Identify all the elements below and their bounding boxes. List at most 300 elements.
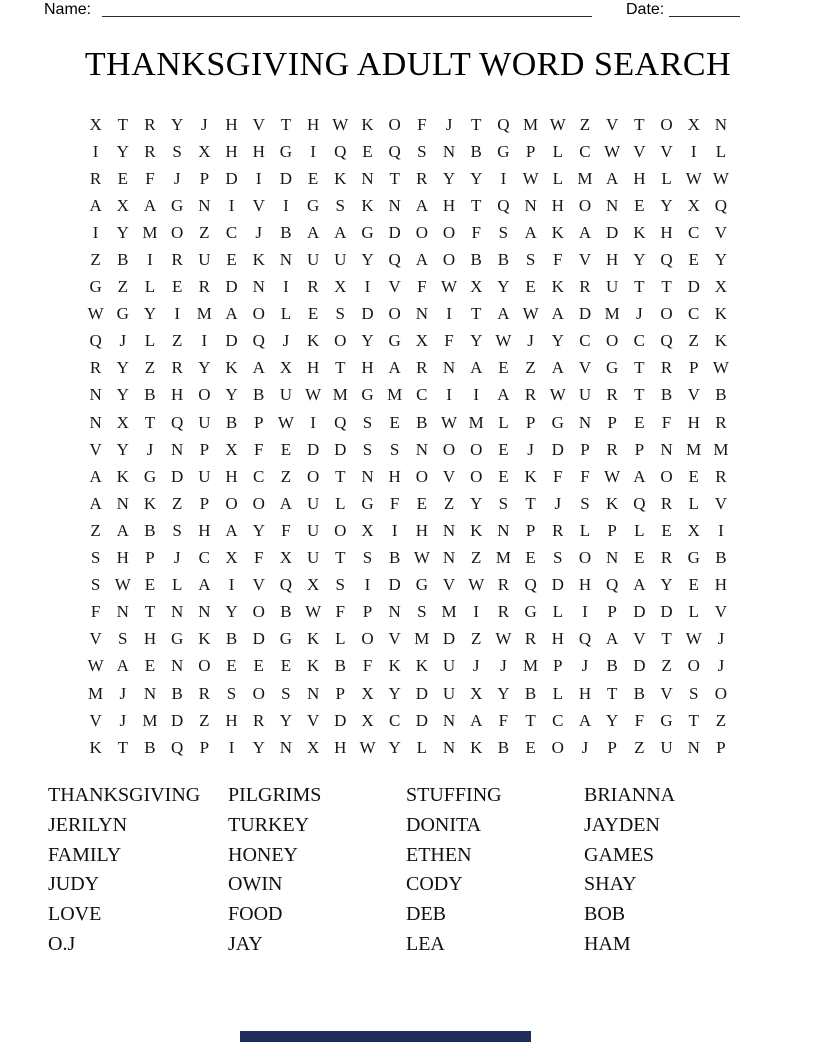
grid-letter: G [388, 331, 401, 351]
grid-letter: W [305, 385, 322, 405]
grid-letter: F [145, 168, 155, 188]
grid-letter: V [633, 629, 646, 649]
grid-letter: T [525, 493, 536, 513]
grid-letter: R [497, 602, 510, 622]
name-label: Name: [44, 1, 92, 18]
grid-letter: V [252, 114, 265, 134]
grid-letter: Z [199, 710, 210, 730]
grid-letter: L [552, 168, 563, 188]
grid-letter: Z [171, 331, 183, 351]
grid-letter: Y [660, 195, 673, 215]
grid-letter: A [551, 304, 564, 324]
grid-letter: A [116, 656, 129, 676]
grid-letter: N [89, 385, 102, 405]
grid-letter: T [661, 277, 672, 297]
grid-letter: P [253, 412, 264, 432]
grid-letter: F [253, 439, 264, 459]
grid-letter: W [712, 168, 729, 188]
grid-letter: Y [388, 737, 401, 757]
grid-letter: A [116, 520, 129, 540]
word-list-item: BRIANNA [584, 784, 676, 806]
grid-letter: J [173, 548, 181, 568]
word-list-item: PILGRIMS [228, 784, 322, 806]
grid-letter: Z [471, 548, 482, 568]
grid-letter: U [660, 737, 673, 757]
grid-letter: D [633, 602, 646, 622]
grid-letter: S [498, 222, 509, 242]
grid-letter: F [253, 548, 264, 568]
grid-letter: A [306, 222, 320, 242]
grid-letter: R [606, 385, 618, 405]
grid-letter: O [225, 493, 238, 513]
grid-letter: D [225, 331, 238, 351]
grid-letter: D [687, 277, 700, 297]
grid-letter: Y [551, 331, 564, 351]
grid-letter: Y [470, 493, 483, 513]
grid-letter: I [473, 602, 480, 622]
grid-letter: F [661, 412, 672, 432]
grid-letter: N [279, 250, 293, 270]
grid-letter: F [553, 466, 563, 486]
grid-letter: A [225, 304, 238, 324]
grid-letter: J [527, 439, 534, 459]
grid-letter: N [198, 195, 211, 215]
grid-letter: Y [116, 385, 129, 405]
grid-letter: R [89, 358, 102, 378]
grid-letter: H [198, 520, 211, 540]
grid-letter: L [688, 493, 699, 513]
grid-letter: H [306, 358, 320, 378]
grid-letter: N [171, 602, 184, 622]
word-list-item: JUDY [48, 873, 100, 896]
grid-letter: E [634, 195, 645, 215]
grid-letter: Z [90, 250, 101, 270]
grid-letter: G [89, 277, 102, 297]
grid-letter: N [89, 412, 102, 432]
grid-letter: J [119, 710, 127, 730]
grid-letter: O [442, 250, 456, 270]
grid-letter: Y [225, 385, 238, 405]
grid-letter: T [144, 412, 156, 432]
grid-letter: G [361, 385, 374, 405]
grid-letter: E [307, 168, 319, 188]
letter-grid [82, 111, 735, 761]
grid-letter: Q [334, 412, 347, 432]
grid-letter: K [116, 466, 129, 486]
grid-letter: I [690, 141, 697, 161]
grid-letter: K [306, 629, 320, 649]
grid-letter: A [470, 358, 483, 378]
grid-letter: X [306, 737, 320, 757]
grid-letter: A [334, 222, 347, 242]
grid-letter: E [362, 141, 373, 161]
grid-letter: A [252, 358, 265, 378]
grid-letter: I [283, 195, 289, 215]
grid-letter: E [253, 656, 264, 676]
grid-letter: T [688, 710, 699, 730]
grid-letter: B [470, 250, 482, 270]
grid-letter: H [252, 141, 265, 161]
grid-letter: V [578, 250, 592, 270]
grid-letter: Q [660, 331, 673, 351]
grid-letter: H [171, 385, 184, 405]
grid-letter: R [606, 439, 618, 459]
grid-letter: C [579, 331, 591, 351]
grid-letter: A [225, 520, 238, 540]
grid-letter: N [415, 439, 428, 459]
grid-letter: D [606, 222, 619, 242]
grid-letter: K [714, 304, 728, 324]
grid-letter: Z [688, 331, 699, 351]
grid-letter: W [495, 629, 512, 649]
grid-letter: Z [661, 656, 672, 676]
grid-letter: I [446, 385, 452, 405]
grid-letter: E [144, 575, 156, 595]
grid-letter: B [334, 656, 346, 676]
grid-letter: T [144, 602, 156, 622]
grid-letter: J [472, 656, 480, 676]
grid-letter: B [606, 656, 618, 676]
grid-letter: I [283, 277, 289, 297]
grid-letter: S [362, 548, 373, 568]
grid-letter: U [279, 385, 293, 405]
grid-letter: E [226, 656, 237, 676]
grid-letter: T [634, 385, 645, 405]
grid-letter: I [228, 737, 235, 757]
grid-letter: V [714, 222, 728, 242]
grid-letter: T [335, 548, 346, 568]
grid-letter: R [660, 358, 673, 378]
grid-letter: J [282, 331, 290, 351]
grid-letter: G [524, 602, 537, 622]
grid-letter: E [498, 439, 509, 459]
grid-letter: W [549, 385, 566, 405]
grid-letter: Q [171, 737, 184, 757]
grid-letter: L [416, 737, 428, 757]
grid-letter: I [92, 222, 99, 242]
grid-letter: O [415, 466, 428, 486]
grid-letter: Y [252, 737, 265, 757]
grid-letter: V [442, 575, 456, 595]
grid-letter: O [252, 304, 265, 324]
grid-letter: A [633, 575, 646, 595]
grid-letter: N [171, 656, 184, 676]
grid-letter: B [497, 737, 510, 757]
word-list-item: JAYDEN [584, 813, 660, 836]
grid-letter: M [713, 439, 729, 459]
grid-letter: V [252, 195, 265, 215]
grid-letter: L [498, 412, 509, 432]
grid-letter: D [334, 439, 347, 459]
grid-letter: H [578, 683, 592, 703]
grid-letter: Y [116, 222, 129, 242]
grid-letter: P [580, 439, 590, 459]
grid-letter: K [415, 656, 428, 676]
grid-letter: G [361, 222, 374, 242]
grid-letter: I [201, 331, 208, 351]
grid-letter: A [388, 358, 401, 378]
grid-letter: G [361, 493, 374, 513]
grid-letter: Z [144, 358, 156, 378]
grid-letter: E [525, 737, 536, 757]
grid-letter: E [498, 466, 509, 486]
grid-letter: J [554, 493, 562, 513]
grid-letter: U [306, 548, 320, 568]
grid-letter: V [714, 493, 728, 513]
bottom-bar [240, 1031, 531, 1042]
grid-letter: E [280, 656, 292, 676]
grid-letter: V [687, 385, 700, 405]
grid-letter: X [361, 683, 374, 703]
grid-letter: H [660, 222, 673, 242]
grid-letter: R [524, 385, 537, 405]
grid-letter: O [252, 493, 265, 513]
grid-letter: W [305, 602, 322, 622]
grid-letter: S [362, 412, 373, 432]
grid-letter: B [117, 250, 129, 270]
grid-letter: W [413, 548, 430, 568]
page-title: THANKSGIVING ADULT WORD SEARCH [84, 46, 732, 83]
grid-letter: A [89, 195, 102, 215]
grid-letter: W [522, 304, 539, 324]
grid-letter: C [416, 385, 428, 405]
grid-letter: X [361, 520, 374, 540]
grid-letter: J [500, 656, 507, 676]
grid-letter: V [606, 114, 619, 134]
grid-letter: O [388, 114, 401, 134]
grid-letter: H [551, 195, 564, 215]
grid-letter: L [688, 602, 699, 622]
grid-letter: T [117, 737, 128, 757]
grid-letter: Y [633, 250, 646, 270]
grid-letter: T [634, 277, 645, 297]
grid-letter: Y [252, 520, 265, 540]
grid-letter: E [688, 466, 699, 486]
grid-letter: D [551, 575, 564, 595]
grid-letter: C [388, 710, 401, 730]
grid-letter: Z [171, 493, 183, 513]
grid-letter: D [171, 710, 184, 730]
grid-letter: I [582, 602, 588, 622]
grid-letter: Q [633, 493, 646, 513]
grid-letter: O [171, 222, 184, 242]
grid-letter: W [685, 629, 702, 649]
grid-letter: I [310, 141, 316, 161]
grid-letter: B [280, 602, 292, 622]
grid-letter: L [280, 304, 292, 324]
grid-letter: N [606, 195, 619, 215]
grid-letter: X [306, 575, 320, 595]
grid-letter: D [252, 629, 265, 649]
grid-letter: S [172, 520, 182, 540]
grid-letter: Y [361, 331, 374, 351]
grid-letter: T [471, 114, 482, 134]
grid-letter: S [172, 141, 182, 161]
grid-letter: W [712, 358, 729, 378]
grid-letter: B [144, 737, 156, 757]
grid-letter: O [660, 304, 673, 324]
grid-letter: N [252, 277, 265, 297]
grid-letter: O [415, 222, 428, 242]
grid-letter: Z [715, 710, 727, 730]
grid-letter: Z [117, 277, 128, 297]
grid-letter: R [715, 466, 727, 486]
grid-letter: A [415, 195, 428, 215]
grid-letter: C [552, 710, 564, 730]
grid-letter: O [252, 683, 265, 703]
grid-letter: H [225, 141, 238, 161]
grid-letter: X [279, 548, 293, 568]
grid-letter: Q [497, 114, 510, 134]
grid-letter: Y [171, 114, 184, 134]
grid-letter: L [634, 520, 645, 540]
grid-letter: F [417, 114, 427, 134]
grid-letter: N [388, 602, 401, 622]
grid-letter: T [117, 114, 128, 134]
grid-letter: Q [279, 575, 293, 595]
grid-letter: W [87, 656, 104, 676]
grid-letter: V [89, 710, 102, 730]
grid-letter: C [579, 141, 591, 161]
grid-letter: K [551, 222, 564, 242]
grid-letter: V [306, 710, 320, 730]
grid-letter: H [442, 195, 456, 215]
grid-letter: B [225, 412, 238, 432]
grid-letter: B [416, 412, 428, 432]
grid-letter: E [525, 548, 536, 568]
grid-letter: S [335, 195, 346, 215]
grid-letter: K [524, 466, 537, 486]
grid-letter: P [199, 493, 210, 513]
grid-letter: Y [279, 710, 293, 730]
grid-letter: Q [497, 195, 510, 215]
grid-letter: T [606, 683, 618, 703]
grid-letter: O [361, 629, 374, 649]
grid-letter: K [551, 277, 564, 297]
grid-letter: A [198, 575, 211, 595]
grid-letter: D [279, 168, 293, 188]
grid-letter: N [524, 195, 537, 215]
name-fill-in-line [102, 16, 592, 17]
grid-letter: S [362, 439, 373, 459]
grid-letter: S [553, 548, 563, 568]
grid-letter: R [416, 168, 428, 188]
grid-letter: T [389, 168, 400, 188]
grid-letter: E [661, 520, 672, 540]
grid-letter: W [685, 168, 702, 188]
grid-letter: X [470, 683, 483, 703]
grid-letter: E [117, 168, 128, 188]
word-list-item: DONITA [406, 813, 482, 836]
grid-letter: V [660, 141, 673, 161]
grid-letter: N [442, 548, 456, 568]
grid-letter: V [442, 466, 456, 486]
grid-letter: N [442, 358, 456, 378]
grid-letter: B [225, 629, 238, 649]
grid-letter: Y [198, 358, 211, 378]
grid-letter: F [471, 222, 481, 242]
grid-letter: I [364, 277, 371, 297]
grid-letter: B [715, 548, 727, 568]
grid-letter: D [225, 168, 238, 188]
grid-letter: M [387, 385, 403, 405]
grid-letter: R [171, 250, 183, 270]
grid-letter: U [606, 277, 619, 297]
grid-letter: J [717, 629, 725, 649]
grid-letter: D [306, 439, 320, 459]
grid-letter: D [388, 575, 401, 595]
grid-letter: D [334, 710, 347, 730]
word-list-item: FOOD [228, 903, 283, 926]
grid-letter: S [90, 548, 101, 568]
grid-letter: J [581, 737, 589, 757]
grid-letter: A [578, 710, 592, 730]
grid-letter: F [417, 277, 427, 297]
grid-letter: D [361, 304, 374, 324]
grid-letter: T [661, 629, 672, 649]
grid-letter: X [415, 331, 428, 351]
grid-letter: P [607, 520, 617, 540]
grid-letter: T [335, 358, 346, 378]
grid-letter: P [199, 737, 210, 757]
grid-letter: Y [143, 304, 157, 324]
grid-letter: N [415, 304, 428, 324]
grid-letter: G [660, 710, 673, 730]
grid-letter: L [144, 331, 156, 351]
grid-letter: W [549, 114, 566, 134]
grid-letter: F [281, 520, 291, 540]
grid-letter: O [606, 331, 619, 351]
grid-letter: U [306, 250, 320, 270]
grid-letter: P [525, 141, 536, 161]
grid-letter: R [89, 168, 102, 188]
word-list-item: JERILYN [48, 813, 128, 836]
grid-letter: O [334, 331, 347, 351]
grid-letter: G [415, 575, 428, 595]
grid-letter: H [687, 412, 700, 432]
grid-letter: Z [199, 222, 210, 242]
grid-letter: M [468, 412, 484, 432]
grid-letter: M [88, 683, 104, 703]
word-column [584, 781, 675, 960]
word-list-item: STUFFING [406, 784, 502, 806]
grid-letter: D [225, 277, 238, 297]
grid-letter: L [552, 141, 563, 161]
grid-letter: K [143, 493, 157, 513]
grid-letter: P [525, 520, 536, 540]
grid-letter: W [277, 412, 294, 432]
grid-letter: P [688, 358, 699, 378]
grid-letter: H [578, 575, 592, 595]
grid-letter: N [578, 412, 592, 432]
grid-letter: H [225, 710, 238, 730]
grid-letter: S [580, 493, 590, 513]
grid-letter: K [361, 114, 374, 134]
grid-letter: J [119, 331, 127, 351]
grid-letter: C [688, 222, 700, 242]
grid-letter: R [171, 358, 183, 378]
grid-letter: W [604, 466, 621, 486]
grid-letter: B [524, 683, 537, 703]
grid-letter: I [473, 385, 480, 405]
word-list-item: TURKEY [228, 813, 310, 836]
grid-letter: A [89, 493, 102, 513]
grid-letter: N [198, 602, 211, 622]
grid-letter: K [388, 656, 401, 676]
grid-letter: H [306, 114, 320, 134]
grid-letter: I [446, 304, 452, 324]
grid-letter: R [660, 493, 673, 513]
